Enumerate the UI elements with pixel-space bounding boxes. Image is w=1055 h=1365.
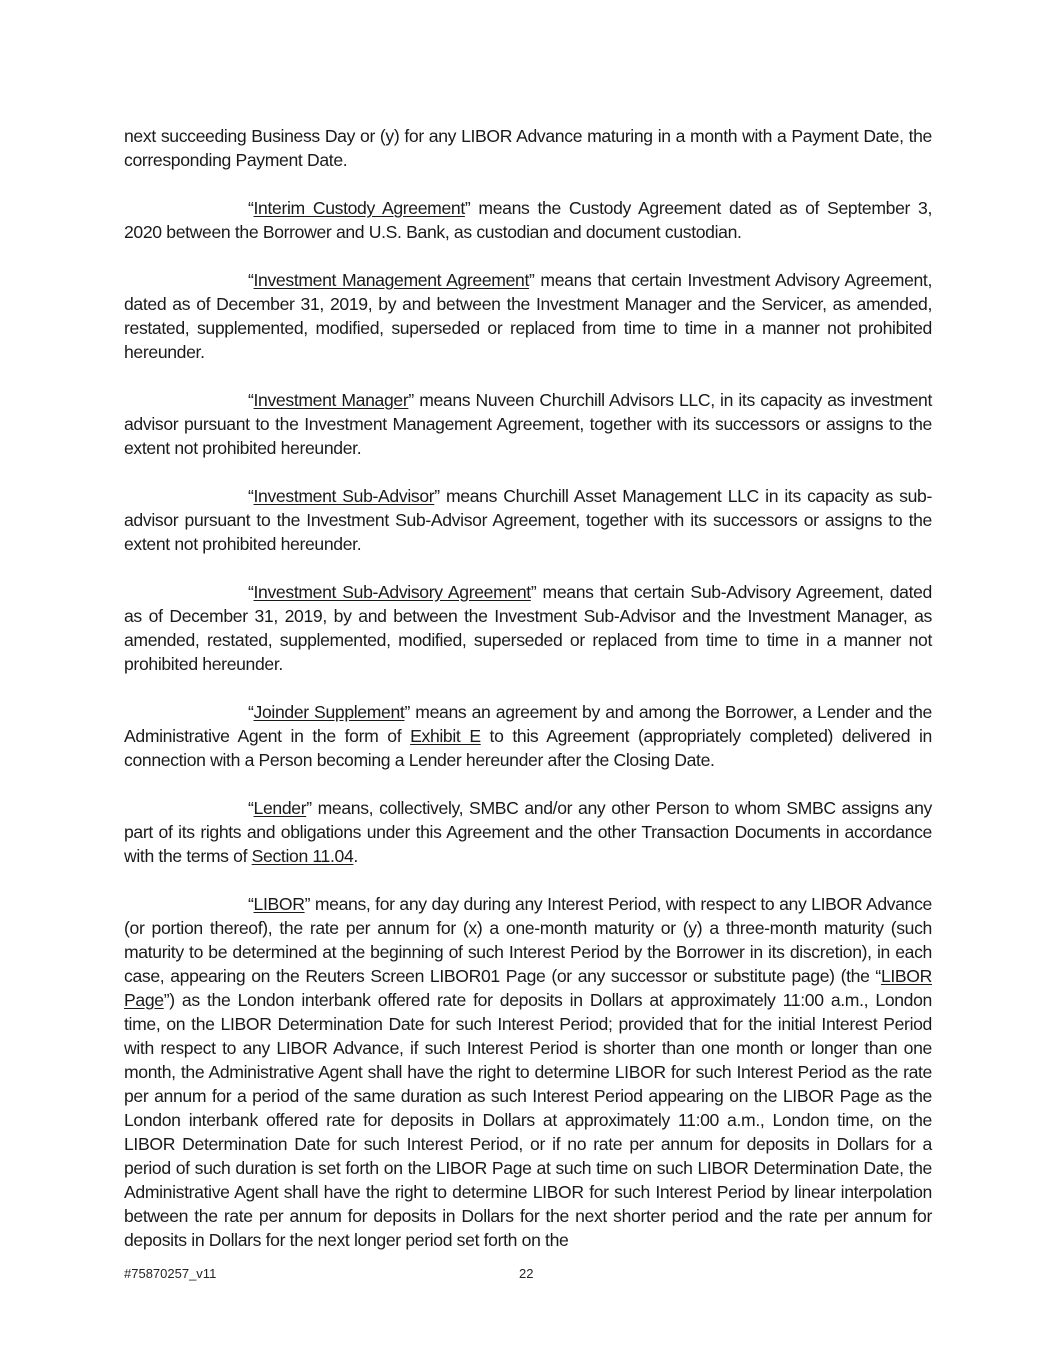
definition-investment-sub-advisor [124, 484, 932, 556]
quote-close: ” [404, 702, 410, 722]
definition-investment-management-agreement [124, 268, 932, 364]
quote-open: “ [248, 486, 254, 506]
document-page [124, 124, 932, 1276]
definition-body-continued: ”) as the London interbank offered rate for deposits in Dollars at approximately 11:00 a.m., London time, on the LIBOR Determination Date for such Interest Period; provided that for the initial Interest Period with respect to any LIBOR Advance, if such Interest Period is shorter than one month or longer than one month, the Administrative Agent shall have the right to determine LIBOR for such Interest Period as the rate per annum for a period of the same duration as such Interest Period appearing on the LIBOR Page as the London interbank offered rate for deposits in Dollars at approximately 11:00 a.m., London time, on the LIBOR Determination Date for such Interest Period, or if no rate per annum for deposits in Dollars for a period of such duration is set forth on the LIBOR Page at such time on such LIBOR Determination Date, the Administrative Agent shall have the right to determine LIBOR for such Interest Period by linear interpolation between the rate per annum for deposits in Dollars for the next shorter period and the rate per annum for deposits in Dollars for the next longer period set forth on the [124, 990, 932, 1250]
defined-term: Lender [253, 798, 307, 818]
definition-body: means, for any day during any Interest Period, with respect to any LIBOR Advance (or portion thereof), the rate per annum for (x) a one-month maturity or (y) a three-month maturity (such maturity to be determined at the beginning of such Interest Period by the Borrower in its discretion), in each case, appearing on the Reuters Screen LIBOR01 Page (or any successor or substitute page) (the “ [124, 894, 932, 986]
defined-term: Investment Manager [253, 390, 409, 410]
quote-close: ” [408, 390, 414, 410]
quote-close: ” [529, 270, 535, 290]
quote-open: “ [248, 894, 254, 914]
definition-body: means that certain Sub-Advisory Agreement, dated as of December 31, 2019, by and between the Investment Sub-Advisor and the Investment Manager, as amended, restated, supplemented, modified, superseded or replaced from time to time in a manner not prohibited hereunder. [124, 582, 932, 674]
exhibit-e-reference: Exhibit E [410, 726, 481, 746]
quote-open: “ [248, 582, 254, 602]
defined-term: Interim Custody Agreement [253, 198, 465, 218]
quote-open: “ [248, 702, 254, 722]
defined-term: Investment Sub-Advisor [253, 486, 435, 506]
document-id: #75870257_v11 [124, 1266, 217, 1281]
definition-investment-sub-advisory-agreement [124, 580, 932, 676]
defined-term: Investment Sub-Advisory Agreement [253, 582, 531, 602]
definition-investment-manager [124, 388, 932, 460]
definition-body-continued: . [353, 846, 358, 866]
definition-body: means, collectively, SMBC and/or any other Person to whom SMBC assigns any part of its rights and obligations under this Agreement and the other Transaction Documents in accordance with the terms of [124, 798, 932, 866]
quote-open: “ [248, 390, 254, 410]
definition-body: means that certain Investment Advisory Agreement, dated as of December 31, 2019, by and between the Investment Manager and the Servicer, as amended, restated, supplemented, modified, superseded or replaced from time to time in a manner not prohibited hereunder. [124, 270, 933, 362]
definition-body: means the Custody Agreement dated as of September 3, 2020 between the Borrower and U.S. Bank, as custodian and document custodian. [124, 198, 932, 242]
quote-open: “ [248, 198, 254, 218]
definition-body-continued: to this Agreement (appropriately completed) delivered in connection with a Person becoming a Lender hereunder after the Closing Date. [124, 726, 932, 770]
defined-term: Joinder Supplement [253, 702, 405, 722]
quote-close: ” [530, 582, 537, 602]
defined-term: LIBOR [253, 894, 305, 914]
definition-interim-custody-agreement [124, 196, 932, 244]
quote-close: ” [306, 798, 312, 818]
quote-close: ” [464, 198, 471, 218]
definition-body: means Churchill Asset Management LLC in its capacity as sub-advisor pursuant to the Investment Sub-Advisor Agreement, together with its successors or assigns to the extent not prohibited hereunder. [124, 486, 932, 554]
section-11-04-reference: Section 11.04 [251, 846, 354, 866]
page-number: 22 [519, 1266, 534, 1281]
definition-body: means an agreement by and among the Borrower, a Lender and the Administrative Agent in the form of [124, 702, 932, 746]
definition-body: means Nuveen Churchill Advisors LLC, in its capacity as investment advisor pursuant to the Investment Management Agreement, together with its successors or assigns to the extent not prohibited hereunder. [124, 390, 932, 458]
libor-page-term: LIBOR Page [124, 966, 932, 1010]
definition-lender [124, 796, 932, 868]
quote-close: ” [304, 894, 311, 914]
quote-open: “ [248, 270, 254, 290]
definition-joinder-supplement [124, 700, 932, 772]
quote-open: “ [248, 798, 254, 818]
definition-libor [124, 892, 932, 1252]
quote-close: ” [434, 486, 440, 506]
continuation-paragraph: next succeeding Business Day or (y) for any LIBOR Advance maturing in a month with a Payment Date, the corresponding Payment Date. [124, 126, 932, 170]
defined-term: Investment Management Agreement [253, 270, 530, 290]
